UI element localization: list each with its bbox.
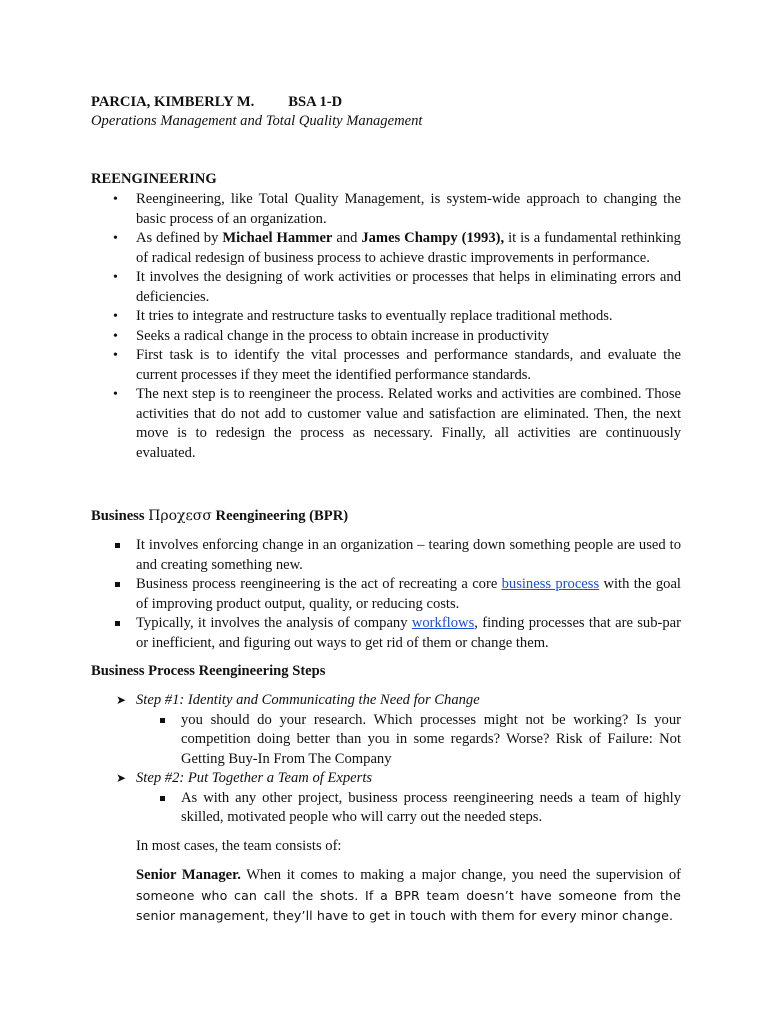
list-item: • First task is to identify the vital processes and performance standards, and evaluate the current processes if they meet the identified performance standards. — [91, 346, 681, 385]
list-item: • As defined by Michael Hammer and James Champy (1993), it is a fundamental rethinking of radical redesign of business process to achieve drastic improvements in performance. — [91, 229, 681, 268]
step-1-title: ➤ Step #1: Identity and Communicating the Need for Change — [91, 691, 681, 711]
reengineering-heading: REENGINEERING — [91, 171, 217, 187]
list-item: • It involves the designing of work activities or processes that helps in eliminating errors and deficiencies. — [91, 268, 681, 307]
list-item: It involves enforcing change in an organization – tearing down something people are used to and creating something new. — [91, 536, 681, 575]
senior-manager-paragraph: Senior Manager. When it comes to making a major change, you need the supervision of someone who can call the shots. If a BPR team doesn’t have someone from the senior management, they’ll have to get in touch with them for every minor change. — [136, 867, 682, 923]
list-item: • The next step is to reengineer the process. Related works and activities are combined. Those activities that do not add to customer value and satisfaction are eliminated. Then, the next move is to redesign the process as necessary. Finally, all activities are continuously evaluated. — [91, 385, 681, 463]
team-intro: In most cases, the team consists of: — [136, 838, 342, 854]
student-name: PARCIA, KIMBERLY M. — [91, 94, 255, 110]
arrow-bullet-icon: ➤ — [116, 693, 127, 707]
bpr-list — [91, 536, 681, 653]
steps-list — [91, 691, 681, 828]
step-2-title: ➤ Step #2: Put Together a Team of Experts — [91, 769, 681, 789]
reengineering-list — [91, 190, 681, 463]
list-item: As with any other project, business process reengineering needs a team of highly skilled, motivated people who will carry out the needed steps. — [91, 789, 681, 828]
section-label: BSA 1-D — [288, 94, 343, 110]
list-item: you should do your research. Which processes might not be working? Is your competition doing better than you in some regards? Worse? Risk of Failure: Not Getting Buy-In From The Company — [91, 711, 681, 770]
senior-manager-label: Senior Manager. — [136, 867, 241, 883]
header-line — [91, 93, 681, 113]
workflows-link[interactable]: workflows — [411, 615, 475, 631]
subject-title: Operations Management and Total Quality Management — [91, 113, 423, 129]
list-item: • It tries to integrate and restructure tasks to eventually replace traditional methods. — [91, 307, 681, 327]
business-process-link[interactable]: business process — [501, 576, 600, 592]
author-hammer: Michael Hammer — [222, 230, 333, 246]
list-item: • Seeks a radical change in the process to obtain increase in productivity — [91, 327, 681, 347]
arrow-bullet-icon: ➤ — [116, 771, 127, 785]
author-champy: James Champy (1993), — [361, 230, 505, 246]
list-item: • Reengineering, like Total Quality Management, is system-wide approach to changing the basic process of an organization. — [91, 190, 681, 229]
steps-heading: Business Process Reengineering Steps — [91, 663, 326, 679]
bpr-heading: Business Προχεσσ Reengineering (BPR) — [91, 508, 349, 524]
list-item: Typically, it involves the analysis of company workflows, finding processes that are sub-par or inefficient, and figuring out ways to get rid of them or change them. — [91, 614, 681, 653]
list-item: Business process reengineering is the act of recreating a core business process with the goal of improving product output, quality, or reducing costs. — [91, 575, 681, 614]
